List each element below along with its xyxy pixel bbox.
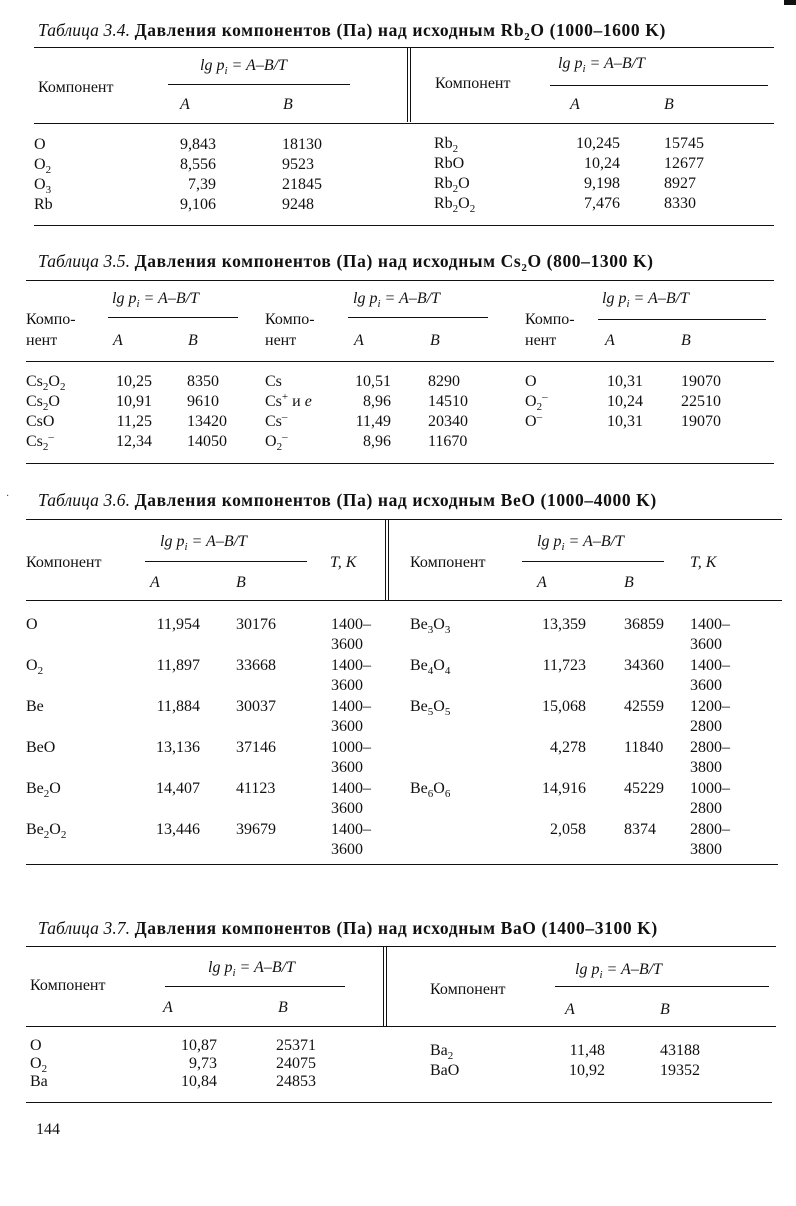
rule-sub: [598, 319, 766, 320]
value-a-cell: 9,843: [180, 136, 216, 153]
rule-sub: [550, 85, 768, 86]
value-b-cell: 13420: [187, 413, 227, 430]
value-a-cell: 15,068: [542, 698, 586, 715]
rule-sub: [165, 986, 345, 987]
temperature-range-end: 3600: [331, 841, 363, 858]
component-cell: $Be_3O_3$: [410, 616, 451, 636]
component-cell: O: [30, 1037, 42, 1054]
header-a: A: [150, 574, 160, 591]
table-number: Таблица 3.4.: [38, 20, 131, 40]
component-cell: $Be_2O_2$: [26, 821, 67, 841]
header-a: A: [113, 332, 123, 349]
value-b-cell: 19352: [660, 1062, 700, 1079]
rule-header: [26, 1026, 776, 1027]
component-cell: Ba: [30, 1073, 48, 1090]
header-component: Компонент: [26, 554, 102, 571]
component-cell: $Rb_2O$: [434, 175, 470, 195]
component-cell: $O_2$: [34, 156, 52, 176]
component-cell: $O_2^-$: [265, 431, 288, 453]
value-b-cell: 11670: [428, 433, 468, 450]
temperature-range-start: 1400–: [331, 821, 371, 838]
value-a-cell: 10,84: [181, 1073, 217, 1090]
component-cell: Cs–: [265, 411, 288, 430]
header-b: B: [430, 332, 440, 349]
header-formula: $\lg p_i = A-B/T$: [537, 533, 624, 553]
component-cell: Be: [26, 698, 44, 715]
header-formula: $\lg p_i = A-B/T$: [353, 290, 440, 310]
rule-sub: [108, 317, 238, 318]
temperature-range-start: 1400–: [331, 780, 371, 797]
value-a-cell: 8,96: [363, 433, 391, 450]
value-a-cell: 4,278: [550, 739, 586, 756]
value-b-cell: 24853: [276, 1073, 316, 1090]
value-a-cell: 14,407: [156, 780, 200, 797]
temperature-range-end: 2800: [690, 800, 722, 817]
value-b-cell: 8374: [624, 821, 656, 838]
component-cell: $Rb_2O_2$: [434, 195, 476, 215]
component-cell: BaO: [430, 1062, 460, 1079]
value-b-cell: 8927: [664, 175, 696, 192]
header-a: A: [565, 1001, 575, 1018]
rule-top: [34, 47, 774, 48]
value-a-cell: 10,87: [181, 1037, 217, 1054]
component-cell: O: [34, 136, 46, 153]
header-temperature: T, K: [330, 554, 357, 571]
value-b-cell: 30037: [236, 698, 276, 715]
component-cell: Cs+ и e: [265, 391, 312, 410]
component-cell: $Cs_2^-$: [26, 431, 54, 453]
value-a-cell: 7,39: [188, 176, 216, 193]
temperature-range-start: 2800–: [690, 821, 730, 838]
value-b-cell: 41123: [236, 780, 276, 797]
value-b-cell: 39679: [236, 821, 276, 838]
component-cell: CsO: [26, 413, 55, 430]
header-component-1: Компо-: [265, 311, 315, 328]
value-a-cell: 13,446: [156, 821, 200, 838]
header-component: Компонент: [410, 554, 486, 571]
value-a-cell: 11,884: [156, 698, 200, 715]
table-number: Таблица 3.7.: [38, 918, 131, 938]
value-b-cell: 21845: [282, 176, 322, 193]
header-a: A: [570, 96, 580, 113]
component-cell: $Be_2O$: [26, 780, 61, 800]
header-b: B: [664, 96, 674, 113]
value-b-cell: 25371: [276, 1037, 316, 1054]
rule-sub: [555, 986, 769, 987]
component-cell: O: [525, 373, 537, 390]
component-cell: $Rb_2$: [434, 135, 459, 155]
value-a-cell: 13,136: [156, 739, 200, 756]
value-a-cell: 9,198: [584, 175, 620, 192]
value-b-cell: 24075: [276, 1055, 316, 1072]
temperature-range-start: 1400–: [331, 657, 371, 674]
page-number: 144: [36, 1121, 60, 1138]
value-b-cell: 33668: [236, 657, 276, 674]
header-formula: $\lg p_i = A-B/T$: [160, 533, 247, 553]
header-component: Компонент: [38, 79, 114, 96]
table-title: Давления компонентов (Па) над исходным $Rb_2O$ (1000–1600 K): [134, 20, 666, 43]
value-b-cell: 37146: [236, 739, 276, 756]
margin-dot: ·: [6, 491, 10, 502]
temperature-range-start: 2800–: [690, 739, 730, 756]
value-a-cell: 10,24: [584, 155, 620, 172]
table-title: Давления компонентов (Па) над исходным BaO (1400–3100 K): [134, 918, 658, 938]
rule-bottom: [26, 463, 774, 464]
header-b: B: [236, 574, 246, 591]
header-b: B: [278, 999, 288, 1016]
header-b: B: [681, 332, 691, 349]
rule-sub: [348, 317, 488, 318]
value-b-cell: 9610: [187, 393, 219, 410]
header-formula: $\lg p_i = A-B/T$: [602, 290, 689, 310]
value-b-cell: 22510: [681, 393, 721, 410]
value-a-cell: 8,556: [180, 156, 216, 173]
table-title: Давления компонентов (Па) над исходным $Cs_2O$ (800–1300 K): [134, 251, 654, 274]
component-cell: $O_3$: [34, 176, 52, 196]
value-b-cell: 36859: [624, 616, 664, 633]
rule-header: [34, 123, 774, 124]
temperature-range-end: 2800: [690, 718, 722, 735]
header-a: A: [605, 332, 615, 349]
temperature-range-start: 1400–: [690, 616, 730, 633]
rule-top: [26, 519, 782, 520]
header-formula: $\lg p_i = A-B/T$: [112, 290, 199, 310]
temperature-range-start: 1200–: [690, 698, 730, 715]
value-a-cell: 10,24: [607, 393, 643, 410]
header-formula: $\lg p_i = A-B/T$: [558, 55, 645, 75]
rule-sub: [522, 561, 664, 562]
value-a-cell: 10,31: [607, 373, 643, 390]
value-b-cell: 12677: [664, 155, 704, 172]
value-b-cell: 8290: [428, 373, 460, 390]
component-cell: O: [26, 616, 38, 633]
temperature-range-start: 1400–: [331, 616, 371, 633]
value-a-cell: 10,51: [355, 373, 391, 390]
value-a-cell: 11,897: [156, 657, 200, 674]
value-b-cell: 19070: [681, 373, 721, 390]
value-a-cell: 11,954: [156, 616, 200, 633]
table-number: Таблица 3.5.: [38, 251, 131, 271]
component-cell: $Cs_2O_2$: [26, 373, 66, 393]
component-cell: $Be_4O_4$: [410, 657, 451, 677]
table-caption: [38, 490, 657, 511]
header-a: A: [163, 999, 173, 1016]
value-b-cell: 8350: [187, 373, 219, 390]
header-formula: $\lg p_i = A-B/T$: [575, 961, 662, 981]
component-cell: $O_2$: [30, 1055, 48, 1075]
value-a-cell: 8,96: [363, 393, 391, 410]
header-component-2: нент: [525, 332, 557, 349]
value-a-cell: 11,48: [569, 1042, 605, 1059]
header-temperature: T, K: [690, 554, 717, 571]
component-cell: RbO: [434, 155, 465, 172]
header-component-1: Компо-: [525, 311, 575, 328]
value-a-cell: 9,73: [189, 1055, 217, 1072]
rule-sub: [145, 561, 307, 562]
temperature-range-end: 3600: [331, 800, 363, 817]
table-caption: [38, 918, 658, 939]
temperature-range-start: 1400–: [690, 657, 730, 674]
temperature-range-start: 1400–: [331, 698, 371, 715]
rule-header: [26, 361, 774, 362]
value-a-cell: 10,92: [569, 1062, 605, 1079]
temperature-range-end: 3600: [331, 759, 363, 776]
temperature-range-end: 3600: [690, 636, 722, 653]
component-cell: $Ba_2$: [430, 1042, 454, 1062]
rule-top: [26, 280, 774, 281]
value-b-cell: 15745: [664, 135, 704, 152]
component-cell: $O_2$: [26, 657, 44, 677]
temperature-range-end: 3600: [690, 677, 722, 694]
value-a-cell: 11,723: [542, 657, 586, 674]
header-b: B: [624, 574, 634, 591]
value-b-cell: 30176: [236, 616, 276, 633]
component-cell: $Cs_2O$: [26, 393, 60, 413]
table-number: Таблица 3.6.: [38, 490, 131, 510]
temperature-range-start: 1000–: [690, 780, 730, 797]
header-formula: $\lg p_i = A-B/T$: [208, 959, 295, 979]
temperature-range-end: 3600: [331, 677, 363, 694]
value-b-cell: 20340: [428, 413, 468, 430]
value-a-cell: 10,245: [576, 135, 620, 152]
value-a-cell: 7,476: [584, 195, 620, 212]
component-cell: BeO: [26, 739, 56, 756]
header-b: B: [188, 332, 198, 349]
rule-top: [26, 946, 776, 947]
value-a-cell: 9,106: [180, 196, 216, 213]
table-caption: [38, 20, 666, 41]
value-a-cell: 13,359: [542, 616, 586, 633]
component-cell: $O_2^-$: [525, 391, 548, 413]
rule-bottom: [26, 864, 778, 865]
table-caption: [38, 251, 654, 272]
value-a-cell: 10,91: [116, 393, 152, 410]
header-component: Компонент: [435, 75, 511, 92]
component-cell: Cs: [265, 373, 282, 390]
temperature-range-end: 3800: [690, 759, 722, 776]
temperature-range-start: 1000–: [331, 739, 371, 756]
value-b-cell: 19070: [681, 413, 721, 430]
component-cell: Rb: [34, 196, 53, 213]
value-b-cell: 43188: [660, 1042, 700, 1059]
header-component: Компонент: [30, 977, 106, 994]
header-formula: $\lg p_i = A-B/T$: [200, 57, 287, 77]
temperature-range-end: 3800: [690, 841, 722, 858]
value-b-cell: 9523: [282, 156, 314, 173]
header-a: A: [354, 332, 364, 349]
value-a-cell: 14,916: [542, 780, 586, 797]
value-b-cell: 14510: [428, 393, 468, 410]
header-component: Компонент: [430, 981, 506, 998]
component-cell: $Be_6O_6$: [410, 780, 451, 800]
corner-mark: [784, 0, 796, 5]
column-divider: [383, 947, 387, 1026]
value-a-cell: 10,31: [607, 413, 643, 430]
rule-bottom: [34, 225, 774, 226]
header-a: A: [537, 574, 547, 591]
header-b: B: [283, 96, 293, 113]
value-a-cell: 11,49: [355, 413, 391, 430]
header-b: B: [660, 1001, 670, 1018]
rule-header: [26, 600, 782, 601]
column-divider: [385, 520, 389, 600]
value-b-cell: 9248: [282, 196, 314, 213]
value-a-cell: 2,058: [550, 821, 586, 838]
header-component-1: Компо-: [26, 311, 76, 328]
value-b-cell: 8330: [664, 195, 696, 212]
value-b-cell: 18130: [282, 136, 322, 153]
value-a-cell: 11,25: [116, 413, 152, 430]
value-b-cell: 34360: [624, 657, 664, 674]
column-divider: [407, 48, 411, 122]
temperature-range-end: 3600: [331, 636, 363, 653]
value-b-cell: 11840: [624, 739, 664, 756]
rule-bottom: [26, 1102, 772, 1103]
value-b-cell: 14050: [187, 433, 227, 450]
header-a: A: [180, 96, 190, 113]
value-b-cell: 42559: [624, 698, 664, 715]
header-component-2: нент: [265, 332, 297, 349]
value-a-cell: 12,34: [116, 433, 152, 450]
header-component-2: нент: [26, 332, 58, 349]
component-cell: O–: [525, 411, 543, 430]
component-cell: $Be_5O_5$: [410, 698, 451, 718]
rule-sub: [168, 84, 350, 85]
table-title: Давления компонентов (Па) над исходным BeO (1000–4000 K): [134, 490, 657, 510]
value-a-cell: 10,25: [116, 373, 152, 390]
temperature-range-end: 3600: [331, 718, 363, 735]
value-b-cell: 45229: [624, 780, 664, 797]
